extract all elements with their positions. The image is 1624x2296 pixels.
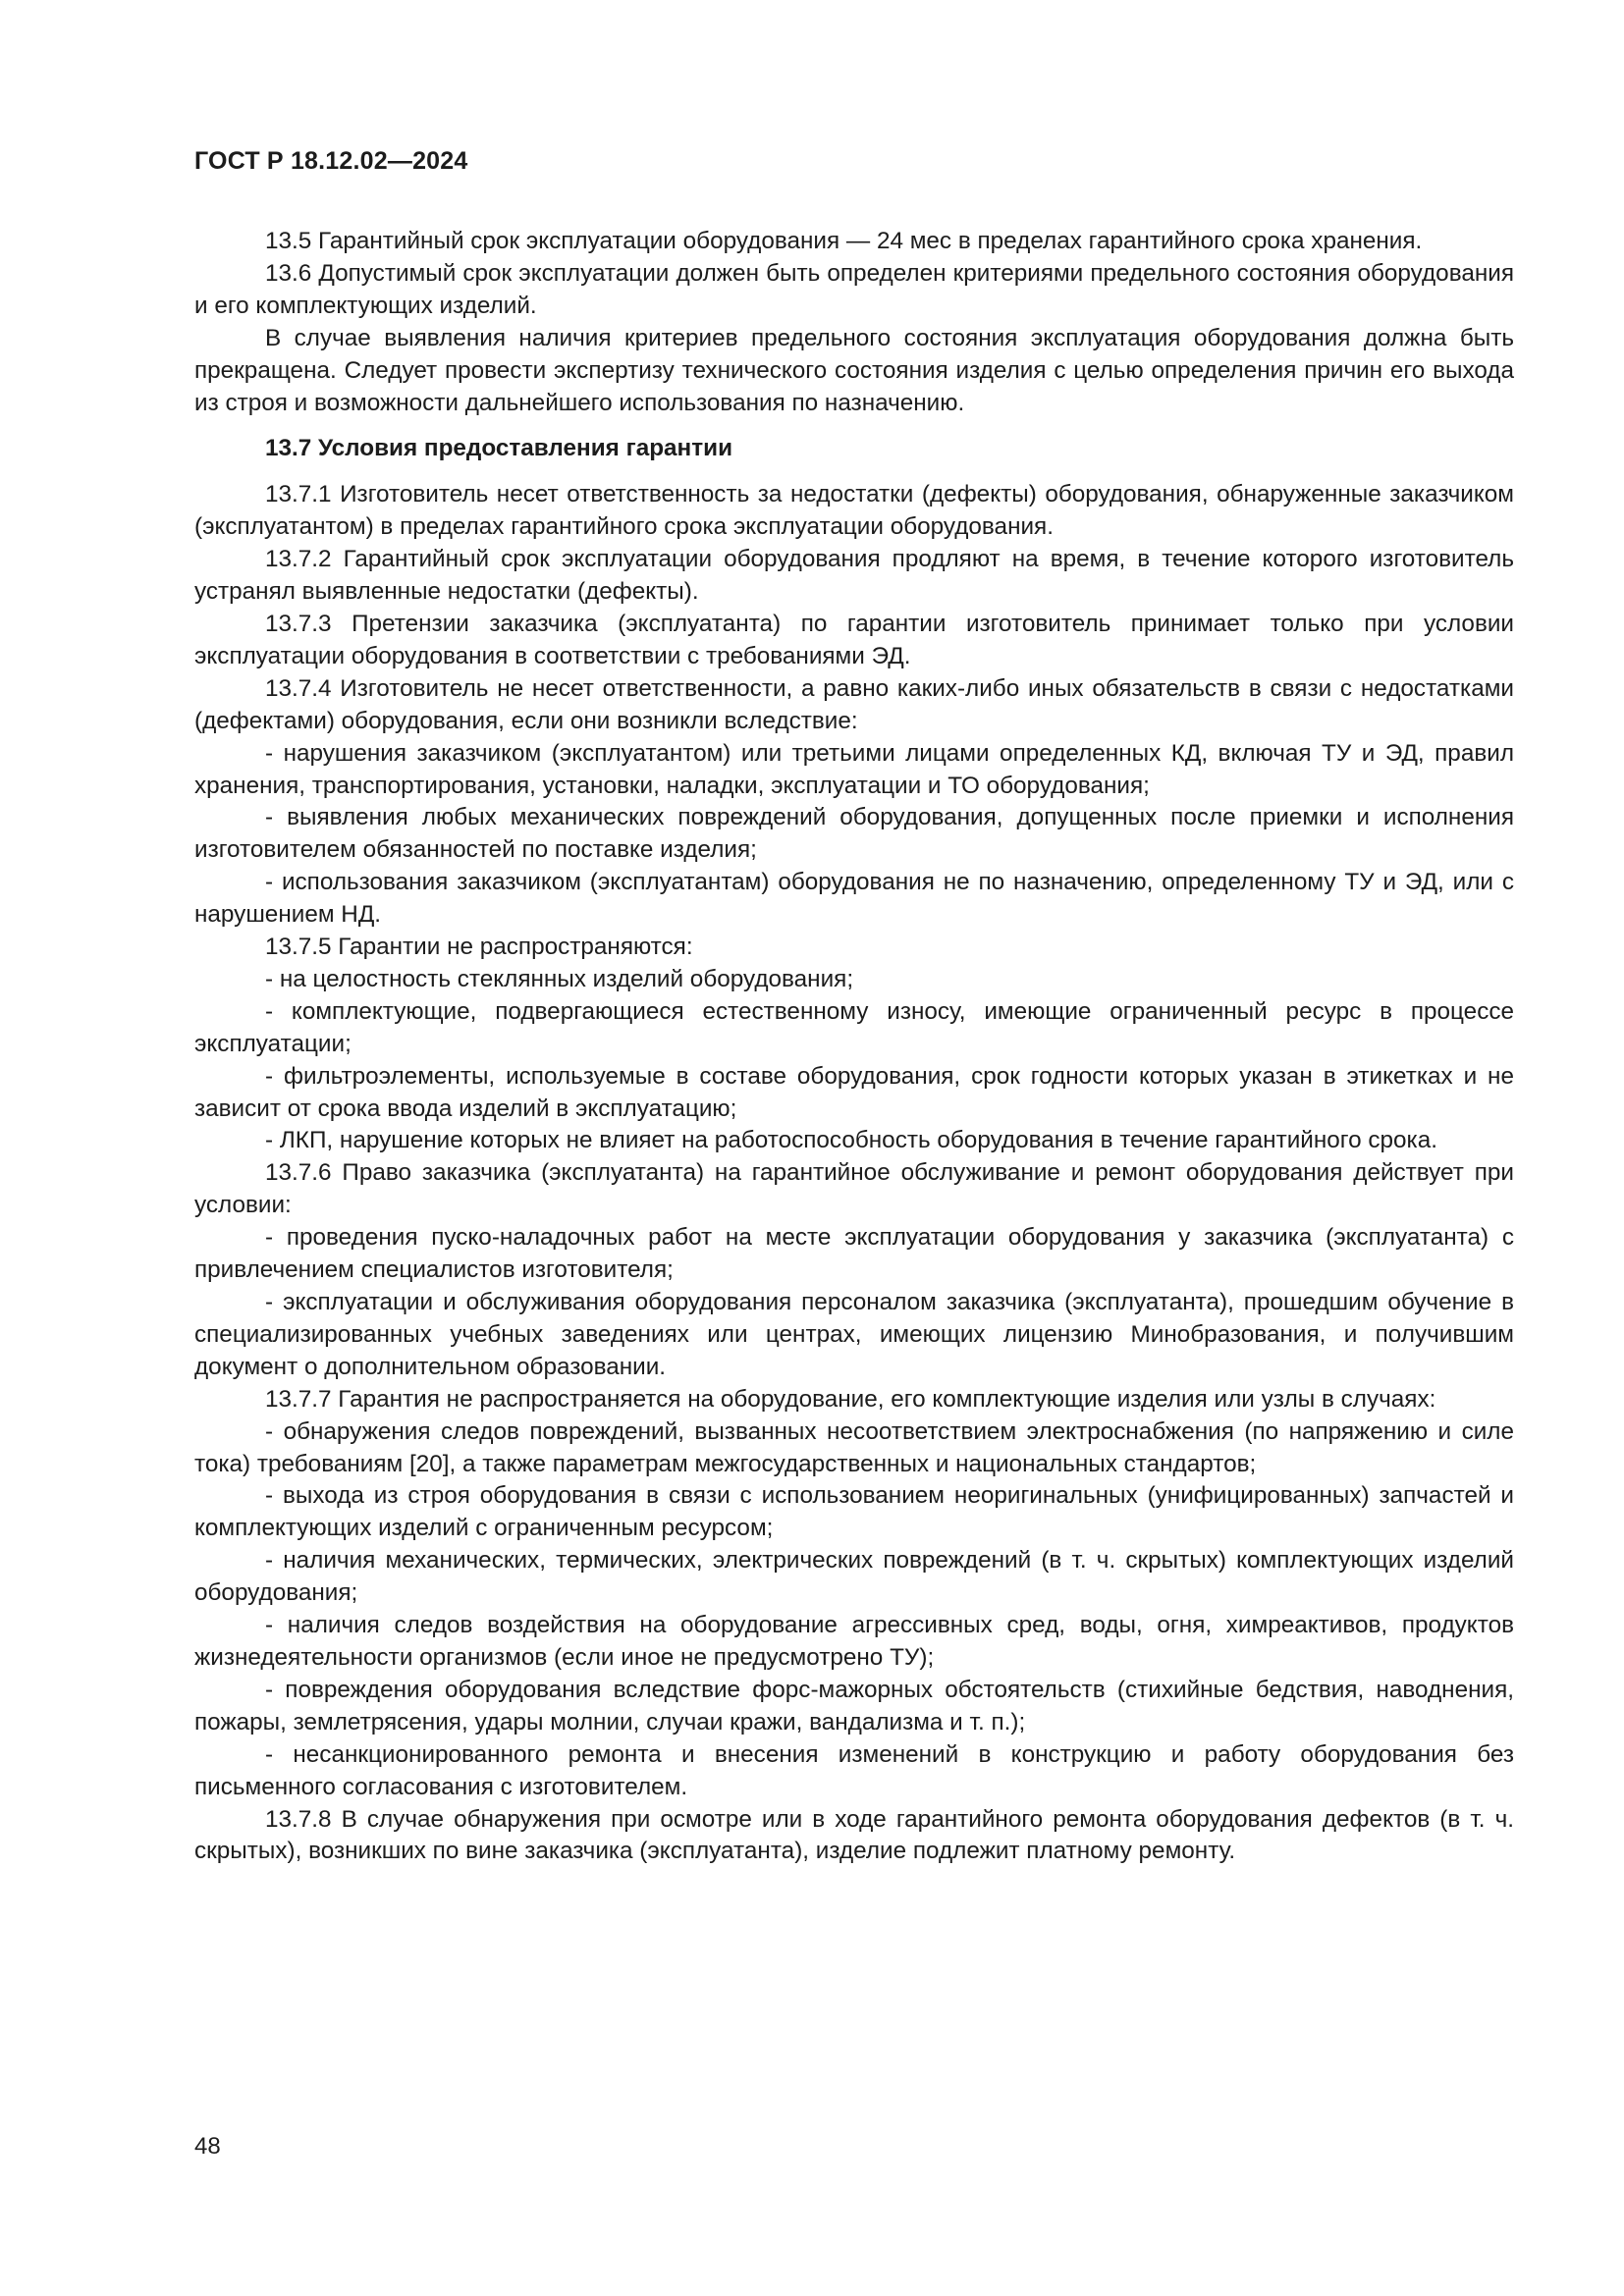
list-item: - использования заказчиком (эксплуатантам) оборудования не по назначению, определенному ТУ и ЭД, или с нарушением НД. — [194, 869, 1514, 929]
list-item: - несанкционированного ремонта и внесения изменений в конструкцию и работу оборудования без письменного согласования с изготовителем. — [194, 1740, 1514, 1800]
list-item: - проведения пуско-наладочных работ на месте эксплуатации оборудования у заказчика (эксплуатанта) с привлечением специалистов изготовителя; — [194, 1224, 1514, 1284]
document-header: ГОСТ Р 18.12.02—2024 — [194, 147, 468, 175]
list-item: - на целостность стеклянных изделий оборудования; — [265, 965, 854, 992]
paragraph-13-6: 13.6 Допустимый срок эксплуатации должен быть определен критериями предельного состояния оборудования и его комплектующих изделий. — [194, 259, 1514, 319]
paragraph-13-7-3: 13.7.3 Претензии заказчика (эксплуатанта) по гарантии изготовитель принимает только при условии эксплуатации оборудования в соответствии с требованиями ЭД. — [194, 610, 1514, 669]
section-heading-13-7: 13.7 Условия предоставления гарантии — [265, 435, 733, 462]
paragraph-13-7-7: 13.7.7 Гарантия не распространяется на оборудование, его комплектующие изделия или узлы в случаях: — [265, 1385, 1436, 1413]
page-number: 48 — [194, 2133, 221, 2160]
paragraph-13-7-1: 13.7.1 Изготовитель несет ответственность за недостатки (дефекты) оборудования, обнаруженные заказчиком (эксплуатантом) в пределах гарантийного срока эксплуатации оборудования. — [194, 481, 1514, 541]
list-item: - ЛКП, нарушение которых не влияет на работоспособность оборудования в течение гарантийного срока. — [265, 1127, 1437, 1154]
list-item: - выявления любых механических повреждений оборудования, допущенных после приемки и исполнения изготовителем обязанностей по поставке изделия; — [194, 804, 1514, 864]
list-item: - наличия следов воздействия на оборудование агрессивных сред, воды, огня, химреактивов, продуктов жизнедеятельности организмов (если иное не предусмотрено ТУ); — [194, 1612, 1514, 1671]
list-item: - фильтроэлементы, используемые в составе оборудования, срок годности которых указан в этикетках и не зависит от срока ввода изделий в эксплуатацию; — [194, 1062, 1514, 1122]
paragraph-13-7-8: 13.7.8 В случае обнаружения при осмотре или в ходе гарантийного ремонта оборудования дефектов (в т. ч. скрытых), возникших по вине заказчика (эксплуатанта), изделие подлежит платному ремонту. — [194, 1805, 1514, 1865]
paragraph-13-7-4: 13.7.4 Изготовитель не несет ответственности, а равно каких-либо иных обязательств в связи с недостатками (дефектами) оборудования, если они возникли вследствие: — [194, 674, 1514, 734]
list-item: - комплектующие, подвергающиеся естественному износу, имеющие ограниченный ресурс в процессе эксплуатации; — [194, 997, 1514, 1057]
paragraph-13-7-2: 13.7.2 Гарантийный срок эксплуатации оборудования продляют на время, в течение которого изготовитель устранял выявленные недостатки (дефекты). — [194, 546, 1514, 606]
list-item: - обнаружения следов повреждений, вызванных несоответствием электроснабжения (по напряжению и силе тока) требованиям [20], а также параметрам межгосударственных и национальных стандартов; — [194, 1417, 1514, 1477]
document-body — [194, 226, 1514, 1868]
paragraph-13-7-5: 13.7.5 Гарантии не распространяются: — [265, 934, 693, 961]
paragraph-13-7-6: 13.7.6 Право заказчика (эксплуатанта) на гарантийное обслуживание и ремонт оборудования действует при условии: — [194, 1159, 1514, 1219]
list-item: - нарушения заказчиком (эксплуатантом) или третьими лицами определенных КД, включая ТУ и ЭД, правил хранения, транспортирования, установки, наладки, эксплуатации и ТО оборудования; — [194, 739, 1514, 799]
list-item: - наличия механических, термических, электрических повреждений (в т. ч. скрытых) комплектующих изделий оборудования; — [194, 1547, 1514, 1607]
list-item: - эксплуатации и обслуживания оборудования персоналом заказчика (эксплуатанта), прошедшим обучение в специализированных учебных заведениях или центрах, имеющих лицензию Минобразования, и получившим документ о дополнительном образовании. — [194, 1289, 1514, 1380]
list-item: - повреждения оборудования вследствие форс-мажорных обстоятельств (стихийные бедствия, наводнения, пожары, землетрясения, удары молнии, случаи кражи, вандализма и т. п.); — [194, 1676, 1514, 1735]
paragraph-13-5: 13.5 Гарантийный срок эксплуатации оборудования — 24 мес в пределах гарантийного срока хранения. — [265, 228, 1423, 254]
list-item: - выхода из строя оборудования в связи с использованием неоригинальных (унифицированных) запчастей и комплектующих изделий с ограниченным ресурсом; — [194, 1482, 1514, 1542]
paragraph: В случае выявления наличия критериев предельного состояния эксплуатация оборудования должна быть прекращена. Следует провести экспертизу технического состояния изделия с целью определения причин его выхода из строя и возможности дальнейшего использования по назначению. — [194, 324, 1514, 416]
